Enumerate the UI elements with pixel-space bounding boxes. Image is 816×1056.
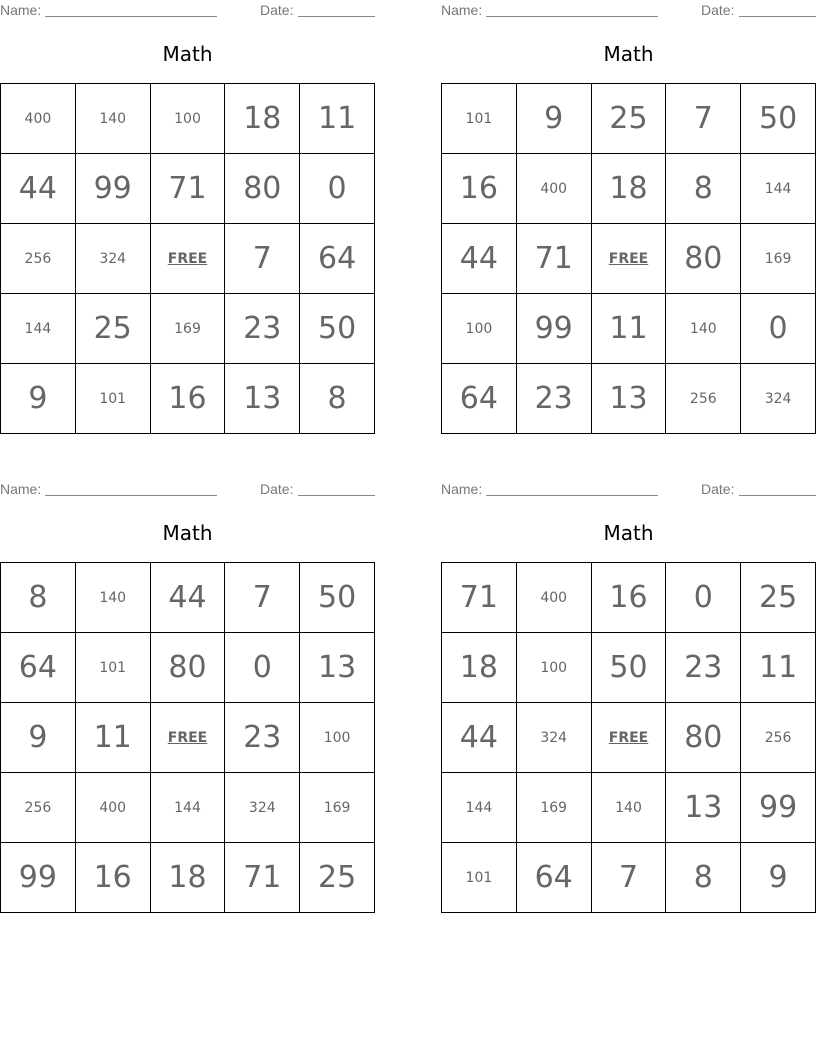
bingo-cell: 23: [225, 703, 300, 773]
bingo-cell: 23: [517, 364, 592, 434]
bingo-cell: 144: [151, 773, 226, 843]
bingo-card-4: [441, 479, 816, 895]
bingo-cell: 99: [1, 843, 76, 913]
card-title: Math: [162, 42, 213, 66]
name-line: [45, 16, 217, 17]
bingo-cell: 140: [76, 84, 151, 154]
bingo-cell: 25: [741, 563, 816, 633]
date-line: [739, 495, 816, 496]
bingo-cell: 44: [1, 154, 76, 224]
bingo-grid: [441, 83, 816, 434]
bingo-cell: 16: [592, 563, 667, 633]
bingo-cell: 71: [151, 154, 226, 224]
date-label: Date:: [260, 481, 294, 497]
bingo-cell: 400: [517, 154, 592, 224]
bingo-cell: 100: [442, 294, 517, 364]
bingo-cell: 8: [666, 843, 741, 913]
bingo-cell: 7: [592, 843, 667, 913]
bingo-cell: 101: [76, 633, 151, 703]
free-space: FREE: [592, 703, 667, 773]
bingo-cell: 100: [151, 84, 226, 154]
card-title: Math: [603, 521, 654, 545]
bingo-cell: 8: [1, 563, 76, 633]
bingo-grid: [441, 562, 816, 913]
bingo-cell: 256: [1, 773, 76, 843]
bingo-cell: 16: [76, 843, 151, 913]
bingo-cell: 144: [1, 294, 76, 364]
bingo-cell: 25: [592, 84, 667, 154]
bingo-cell: 144: [442, 773, 517, 843]
date-line: [298, 16, 375, 17]
bingo-cell: 140: [592, 773, 667, 843]
bingo-cell: 169: [151, 294, 226, 364]
bingo-cell: 11: [300, 84, 375, 154]
bingo-cell: 7: [225, 563, 300, 633]
bingo-cell: 13: [225, 364, 300, 434]
bingo-card-2: [441, 0, 816, 416]
bingo-cell: 44: [442, 703, 517, 773]
bingo-cell: 80: [666, 703, 741, 773]
date-label: Date:: [701, 481, 735, 497]
name-label: Name:: [441, 481, 483, 497]
bingo-grid: [0, 83, 375, 434]
bingo-cell: 400: [1, 84, 76, 154]
bingo-cell: 8: [666, 154, 741, 224]
bingo-cell: 71: [442, 563, 517, 633]
bingo-cell: 169: [300, 773, 375, 843]
bingo-cell: 256: [1, 224, 76, 294]
card-header: [441, 0, 816, 22]
bingo-cell: 80: [151, 633, 226, 703]
bingo-card-3: [0, 479, 375, 895]
free-space: FREE: [592, 224, 667, 294]
card-header: [0, 0, 375, 22]
bingo-cell: 13: [592, 364, 667, 434]
bingo-cell: 100: [517, 633, 592, 703]
bingo-cell: 23: [225, 294, 300, 364]
bingo-cell: 13: [300, 633, 375, 703]
card-header: [0, 479, 375, 501]
bingo-cell: 101: [76, 364, 151, 434]
name-line: [486, 495, 658, 496]
bingo-cell: 101: [442, 843, 517, 913]
bingo-cell: 101: [442, 84, 517, 154]
bingo-cell: 100: [300, 703, 375, 773]
bingo-cell: 0: [300, 154, 375, 224]
bingo-cell: 64: [1, 633, 76, 703]
name-label: Name:: [0, 481, 42, 497]
card-title: Math: [162, 521, 213, 545]
bingo-cell: 8: [300, 364, 375, 434]
bingo-cell: 64: [442, 364, 517, 434]
bingo-cell: 64: [517, 843, 592, 913]
bingo-cell: 324: [741, 364, 816, 434]
bingo-cell: 0: [741, 294, 816, 364]
bingo-cell: 400: [517, 563, 592, 633]
bingo-cell: 18: [225, 84, 300, 154]
bingo-cell: 324: [76, 224, 151, 294]
bingo-cell: 99: [76, 154, 151, 224]
bingo-cell: 9: [1, 703, 76, 773]
bingo-cell: 64: [300, 224, 375, 294]
bingo-cell: 71: [225, 843, 300, 913]
bingo-cell: 25: [300, 843, 375, 913]
bingo-cell: 0: [225, 633, 300, 703]
bingo-cell: 50: [741, 84, 816, 154]
bingo-cell: 13: [666, 773, 741, 843]
bingo-cell: 9: [1, 364, 76, 434]
bingo-cell: 44: [151, 563, 226, 633]
free-space: FREE: [151, 224, 226, 294]
bingo-cell: 11: [741, 633, 816, 703]
bingo-cell: 16: [442, 154, 517, 224]
bingo-cell: 50: [592, 633, 667, 703]
bingo-cell: 18: [442, 633, 517, 703]
bingo-cell: 7: [666, 84, 741, 154]
bingo-cell: 7: [225, 224, 300, 294]
bingo-cell: 169: [517, 773, 592, 843]
bingo-cell: 140: [666, 294, 741, 364]
bingo-cell: 0: [666, 563, 741, 633]
bingo-cell: 11: [592, 294, 667, 364]
bingo-cell: 256: [666, 364, 741, 434]
bingo-cell: 9: [741, 843, 816, 913]
bingo-cell: 324: [517, 703, 592, 773]
free-space: FREE: [151, 703, 226, 773]
bingo-cell: 18: [151, 843, 226, 913]
bingo-cell: 99: [741, 773, 816, 843]
bingo-cell: 44: [442, 224, 517, 294]
bingo-card-1: [0, 0, 375, 416]
card-title: Math: [603, 42, 654, 66]
bingo-cell: 11: [76, 703, 151, 773]
bingo-cell: 16: [151, 364, 226, 434]
bingo-cell: 23: [666, 633, 741, 703]
bingo-cell: 50: [300, 563, 375, 633]
bingo-cell: 140: [76, 563, 151, 633]
bingo-cell: 71: [517, 224, 592, 294]
date-label: Date:: [701, 2, 735, 18]
name-line: [486, 16, 658, 17]
bingo-cell: 400: [76, 773, 151, 843]
bingo-cell: 9: [517, 84, 592, 154]
bingo-cell: 25: [76, 294, 151, 364]
bingo-cell: 80: [225, 154, 300, 224]
bingo-cell: 18: [592, 154, 667, 224]
name-line: [45, 495, 217, 496]
bingo-cell: 169: [741, 224, 816, 294]
bingo-cell: 256: [741, 703, 816, 773]
name-label: Name:: [0, 2, 42, 18]
bingo-cell: 324: [225, 773, 300, 843]
bingo-cell: 50: [300, 294, 375, 364]
bingo-cell: 80: [666, 224, 741, 294]
date-label: Date:: [260, 2, 294, 18]
date-line: [739, 16, 816, 17]
bingo-cell: 144: [741, 154, 816, 224]
card-header: [441, 479, 816, 501]
bingo-grid: [0, 562, 375, 913]
bingo-cell: 99: [517, 294, 592, 364]
name-label: Name:: [441, 2, 483, 18]
date-line: [298, 495, 375, 496]
